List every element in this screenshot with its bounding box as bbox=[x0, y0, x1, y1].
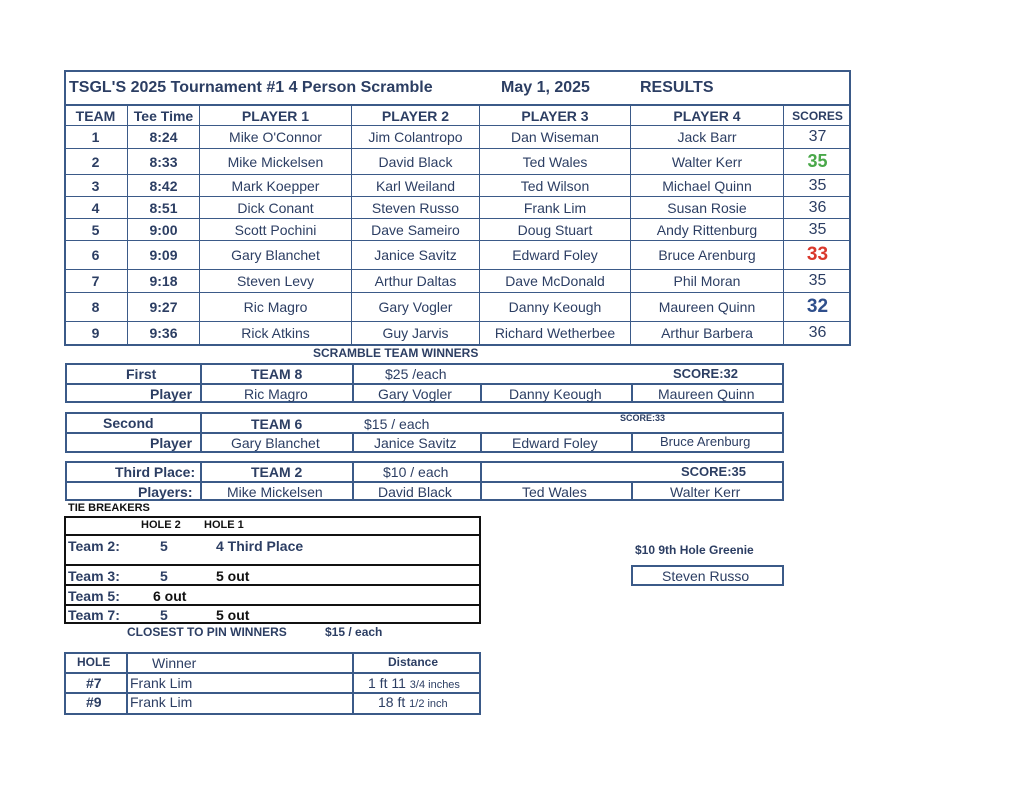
header-player-3: PLAYER 3 bbox=[480, 106, 631, 126]
team-4-tee-time: 8:51 bbox=[128, 197, 200, 219]
first-player-label: Player bbox=[150, 386, 193, 402]
team-2-player-2: David Black bbox=[352, 149, 480, 175]
team-2-tee-time: 8:33 bbox=[128, 149, 200, 175]
greenie-winner: Steven Russo bbox=[662, 568, 750, 584]
tiebreaker-team5-hole2: 6 out bbox=[153, 588, 187, 604]
third-player-3: Ted Wales bbox=[522, 484, 587, 500]
ctp-row2-distance bbox=[378, 694, 448, 710]
team-8-player-1: Ric Magro bbox=[200, 293, 352, 322]
team-9-team: 9 bbox=[64, 322, 128, 344]
team-4-player-4: Susan Rosie bbox=[631, 197, 784, 219]
ctp-row2-distance-fraction: 1/2 inch bbox=[409, 698, 448, 710]
first-player-2: Gary Vogler bbox=[378, 386, 452, 402]
tiebreaker-team2-hole2: 5 bbox=[160, 538, 168, 554]
team-6-player-1: Gary Blanchet bbox=[200, 241, 352, 270]
team-4-score: 36 bbox=[784, 197, 851, 219]
tiebreakers-col-hole2: HOLE 2 bbox=[141, 519, 181, 531]
team-3-player-3: Ted Wilson bbox=[480, 175, 631, 197]
team-8-player-2: Gary Vogler bbox=[352, 293, 480, 322]
tiebreaker-team2-hole1: 4 Third Place bbox=[216, 538, 304, 554]
team-7-player-2: Arthur Daltas bbox=[352, 270, 480, 293]
team-5-tee-time: 9:00 bbox=[128, 219, 200, 241]
second-player-2: Janice Savitz bbox=[374, 435, 457, 451]
second-player-label: Player bbox=[150, 435, 193, 451]
ctp-row1-winner: Frank Lim bbox=[130, 675, 193, 691]
tiebreakers-table bbox=[64, 516, 481, 624]
tiebreaker-team2-label: Team 2: bbox=[68, 538, 120, 554]
third-player-label: Players: bbox=[138, 484, 193, 500]
tiebreaker-team5-label: Team 5: bbox=[68, 588, 120, 604]
team-1-player-4: Jack Barr bbox=[631, 126, 784, 149]
team-4-team: 4 bbox=[64, 197, 128, 219]
team-9-player-3: Richard Wetherbee bbox=[480, 322, 631, 344]
ctp-prize: $15 / each bbox=[325, 625, 383, 639]
team-3-score: 35 bbox=[784, 175, 851, 197]
team-7-player-4: Phil Moran bbox=[631, 270, 784, 293]
ctp-row1-hole: #7 bbox=[86, 675, 102, 691]
team-3-team: 3 bbox=[64, 175, 128, 197]
ctp-row1-distance bbox=[368, 675, 460, 691]
greenie-label: $10 9th Hole Greenie bbox=[635, 543, 754, 557]
third-score: SCORE:35 bbox=[681, 464, 747, 479]
ctp-row1-distance-fraction: 3/4 inches bbox=[409, 679, 460, 691]
first-score: SCORE:32 bbox=[673, 366, 739, 381]
header-player-1: PLAYER 1 bbox=[200, 106, 352, 126]
tiebreaker-team7-hole2: 5 bbox=[160, 607, 168, 623]
first-player-1: Ric Magro bbox=[244, 386, 308, 402]
header-player-4: PLAYER 4 bbox=[631, 106, 784, 126]
team-6-score: 33 bbox=[784, 241, 851, 270]
team-3-player-4: Michael Quinn bbox=[631, 175, 784, 197]
team-3-player-2: Karl Weiland bbox=[352, 175, 480, 197]
header-score: SCORES bbox=[784, 106, 851, 126]
third-player-1: Mike Mickelsen bbox=[227, 484, 323, 500]
team-9-player-1: Rick Atkins bbox=[200, 322, 352, 344]
third-team: TEAM 2 bbox=[251, 464, 303, 480]
team-7-score: 35 bbox=[784, 270, 851, 293]
second-player-1: Gary Blanchet bbox=[231, 435, 320, 451]
team-9-tee-time: 9:36 bbox=[128, 322, 200, 344]
tiebreaker-team7-label: Team 7: bbox=[68, 607, 120, 623]
winners-title: SCRAMBLE TEAM WINNERS bbox=[313, 346, 479, 360]
team-6-tee-time: 9:09 bbox=[128, 241, 200, 270]
team-9-player-2: Guy Jarvis bbox=[352, 322, 480, 344]
team-5-player-2: Dave Sameiro bbox=[352, 219, 480, 241]
team-9-player-4: Arthur Barbera bbox=[631, 322, 784, 344]
team-8-player-3: Danny Keough bbox=[480, 293, 631, 322]
team-8-tee-time: 9:27 bbox=[128, 293, 200, 322]
tiebreakers-title: TIE BREAKERS bbox=[68, 502, 150, 514]
event-title: TSGL'S 2025 Tournament #1 4 Person Scramble bbox=[69, 79, 433, 96]
tiebreaker-team7-hole1: 5 out bbox=[216, 607, 250, 623]
ctp-header-hole: HOLE bbox=[77, 655, 111, 669]
team-8-player-4: Maureen Quinn bbox=[631, 293, 784, 322]
ctp-row1-distance-main: 1 ft 11 bbox=[368, 675, 406, 691]
team-6-team: 6 bbox=[64, 241, 128, 270]
header-player-2: PLAYER 2 bbox=[352, 106, 480, 126]
team-2-team: 2 bbox=[64, 149, 128, 175]
first-player-3: Danny Keough bbox=[509, 386, 602, 402]
team-4-player-2: Steven Russo bbox=[352, 197, 480, 219]
team-6-player-2: Janice Savitz bbox=[352, 241, 480, 270]
second-team: TEAM 6 bbox=[251, 416, 303, 432]
team-1-team: 1 bbox=[64, 126, 128, 149]
team-2-score: 35 bbox=[784, 149, 851, 175]
event-date: May 1, 2025 bbox=[501, 79, 590, 96]
team-9-score: 36 bbox=[808, 324, 827, 341]
ctp-header-winner: Winner bbox=[152, 655, 197, 671]
team-1-player-3: Dan Wiseman bbox=[480, 126, 631, 149]
ctp-row2-distance-main: 18 ft bbox=[378, 694, 406, 710]
team-4-player-3: Frank Lim bbox=[480, 197, 631, 219]
first-place-label: First bbox=[126, 366, 157, 382]
team-1-score: 37 bbox=[784, 126, 851, 149]
team-5-player-3: Doug Stuart bbox=[480, 219, 631, 241]
team-6-player-4: Bruce Arenburg bbox=[631, 241, 784, 270]
second-player-3: Edward Foley bbox=[512, 435, 598, 451]
team-2-player-3: Ted Wales bbox=[480, 149, 631, 175]
first-team: TEAM 8 bbox=[251, 366, 303, 382]
third-player-2: David Black bbox=[378, 484, 452, 500]
header-tee-time: Tee Time bbox=[128, 106, 200, 126]
second-prize: $15 / each bbox=[364, 416, 430, 432]
second-score: SCORE:33 bbox=[620, 413, 666, 423]
tiebreaker-team3-hole1: 5 out bbox=[216, 568, 250, 584]
team-5-player-1: Scott Pochini bbox=[200, 219, 352, 241]
results-label: RESULTS bbox=[640, 79, 714, 96]
team-7-tee-time: 9:18 bbox=[128, 270, 200, 293]
team-6-player-3: Edward Foley bbox=[480, 241, 631, 270]
ctp-row2-winner: Frank Lim bbox=[130, 694, 193, 710]
header-team: TEAM bbox=[64, 106, 128, 126]
third-player-4: Walter Kerr bbox=[670, 484, 741, 500]
team-5-team: 5 bbox=[64, 219, 128, 241]
ctp-title: CLOSEST TO PIN WINNERS bbox=[127, 625, 287, 639]
third-place-label: Third Place: bbox=[115, 464, 196, 480]
team-2-player-1: Mike Mickelsen bbox=[200, 149, 352, 175]
ctp-row2-hole: #9 bbox=[86, 694, 102, 710]
first-prize: $25 /each bbox=[385, 366, 447, 382]
team-5-score: 35 bbox=[784, 219, 851, 241]
team-8-score: 32 bbox=[784, 293, 851, 322]
third-prize: $10 / each bbox=[383, 464, 449, 480]
team-8-team: 8 bbox=[64, 293, 128, 322]
team-1-tee-time: 8:24 bbox=[128, 126, 200, 149]
team-7-player-1: Steven Levy bbox=[200, 270, 352, 293]
team-7-team: 7 bbox=[64, 270, 128, 293]
tiebreakers-col-hole1: HOLE 1 bbox=[204, 519, 244, 531]
team-2-player-4: Walter Kerr bbox=[631, 149, 784, 175]
team-1-player-2: Jim Colantropo bbox=[352, 126, 480, 149]
team-4-player-1: Dick Conant bbox=[200, 197, 352, 219]
team-1-player-1: Mike O'Connor bbox=[200, 126, 352, 149]
team-3-player-1: Mark Koepper bbox=[200, 175, 352, 197]
team-5-player-4: Andy Rittenburg bbox=[631, 219, 784, 241]
team-3-tee-time: 8:42 bbox=[128, 175, 200, 197]
tiebreaker-team3-label: Team 3: bbox=[68, 568, 120, 584]
second-place-label: Second bbox=[103, 415, 154, 431]
tiebreaker-team3-hole2: 5 bbox=[160, 568, 168, 584]
team-7-player-3: Dave McDonald bbox=[480, 270, 631, 293]
first-player-4: Maureen Quinn bbox=[658, 386, 755, 402]
ctp-header-distance: Distance bbox=[388, 655, 439, 669]
second-player-4: Bruce Arenburg bbox=[660, 434, 751, 449]
